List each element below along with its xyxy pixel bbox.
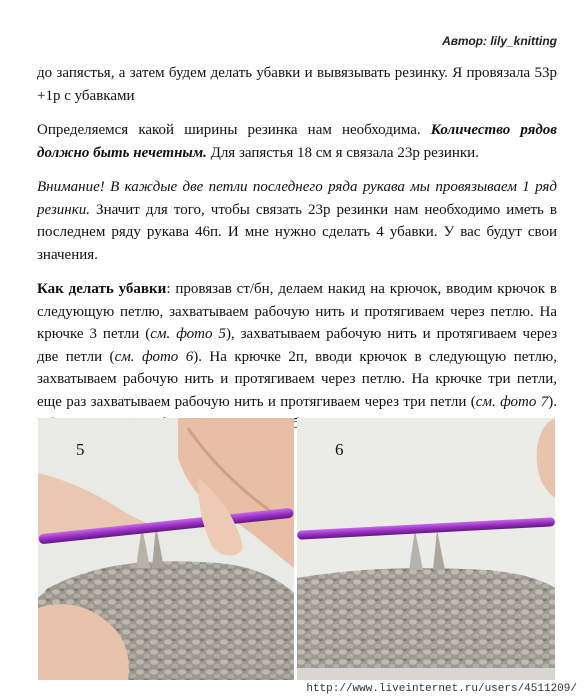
paragraph-2 — [37, 119, 557, 164]
photo-ref-5: см. фото 5 — [150, 326, 226, 342]
attention-note: Внимание! В каждые две петли последнего ряда рукава мы провязываем 1 ряд резинки. — [37, 179, 557, 218]
paragraph-2-text-c: Для запястья 18 см я связала 23р резинки. — [206, 144, 479, 161]
photo-5-number: 5 — [76, 440, 85, 459]
paragraph-2-text-a: Определяемся какой ширины резинка нам необходима. — [37, 122, 431, 138]
paragraph-3-text: Значит для того, чтобы связать 23р резинки нам необходимо иметь в последнем ряду рукава 46п. И мне нужно сделать 4 убавки. У вас будут свои значения. — [37, 201, 557, 263]
decrease-heading: Как делать убавки — [37, 281, 167, 297]
source-watermark: http://www.liveinternet.ru/users/4511209/ — [306, 683, 577, 695]
rows-odd-emphasis: Количество рядов должно быть нечетным. — [37, 122, 557, 161]
paragraph-4 — [37, 278, 557, 436]
photo-6 — [297, 418, 555, 680]
paragraph-1 — [37, 62, 557, 107]
author-credit: Автор: lily_knitting — [442, 34, 557, 48]
article-body — [37, 62, 557, 448]
paragraph-4-text-d: ), захватываем рабочую нить и протягиваем через две петли ( — [37, 326, 557, 365]
photo-ref-7: см. фото 7 — [475, 393, 549, 410]
photo-5 — [38, 418, 294, 680]
paragraph-4-text-h: ). — [548, 393, 557, 410]
paragraph-4-text-b: : провязав ст/бн, делаем накид на крючок, вводим крючок в следующую петлю, захватываем рабочую нить и протягиваем через петлю. На крючке 3 петли ( — [37, 281, 557, 342]
photo-ref-6: см. фото 6 — [114, 348, 194, 365]
paragraph-3 — [37, 176, 557, 266]
paragraph-1-text: до запястья, а затем будем делать убавки и вывязывать резинку. Я провязала 53р +1р с убавками — [37, 65, 557, 104]
paragraph-4-text-f: ). На крючке 2п, вводи крючок в следующую петлю, захватываем рабочую нить и протягиваем через петлю. На крючке три петли, еще раз захватываем рабочую нить и протягиваем через три петли ( — [37, 348, 557, 410]
photo-6-number: 6 — [335, 440, 344, 459]
